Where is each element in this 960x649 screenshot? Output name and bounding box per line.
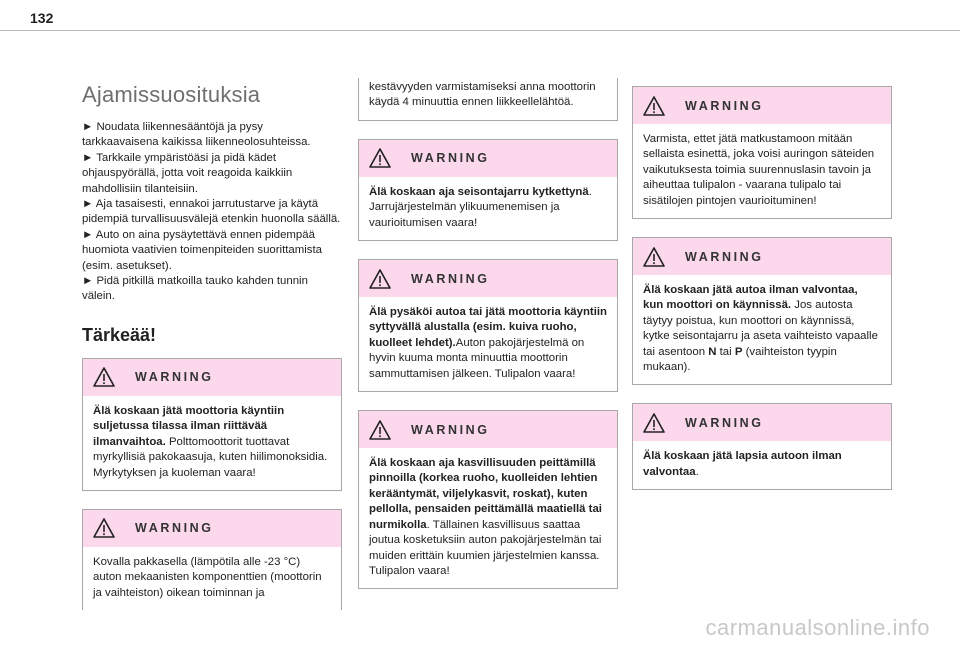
top-divider: [0, 30, 960, 31]
warning-plain-text: Varmista, ettet jätä matkustamoon mitään sellaista esinettä, joka voisi auringon säteiden vaikutuksesta toimia suurennuslasin tavoin ja aiheuttaa tulipalon - vaarana tulipalo tai sisätilojen pintojen vaurioituminen!: [643, 133, 875, 207]
warning-plain-text: . Tällainen kasvillisuus saattaa joutua kosketuksiin auton pakojärjestelmän tai muiden erittäin kuumien järjestelmien kanssa. Tulipalon vaara!: [369, 518, 602, 577]
warning-plain-text: tai: [716, 345, 735, 358]
warning-text: [633, 124, 891, 218]
warning-header: [359, 411, 617, 448]
warning-text: [359, 78, 617, 120]
warning-plain-text: (vaihteiston tyypin mukaan).: [643, 345, 837, 374]
warning-bold-text: Älä koskaan jätä lapsia autoon ilman valvontaa: [643, 450, 842, 478]
warning-plain-text: Kovalla pakkasella (lämpötila alle -23 °C) auton mekaanisten komponenttien (moottorin ja vaihteiston) oikean toiminnan ja: [93, 555, 322, 599]
warning-triangle-icon: [93, 367, 115, 387]
warning-box: [358, 410, 618, 589]
warning-header: [83, 359, 341, 396]
warning-bold-text: Älä pysäköi autoa tai jätä moottoria käyntiin syttyvällä alustalla (esim. kuiva ruoho, kuolleet lehdet).: [369, 306, 607, 349]
warning-plain-text: Jos autosta täytyy poistua, kun moottori on käynnissä, kytke seisontajarru ja aseta vaihteisto vapaalle tai asentoon: [643, 299, 878, 358]
warning-bold-text: Älä koskaan aja kasvillisuuden peittämillä pinnoilla (korkea ruoho, kuolleiden lehtien kerääntymät, viljelykasvit, roskat), kuten pellolla, pensaiden peittämällä maatiellä tai nurmikolla: [369, 457, 602, 531]
warning-text: [83, 396, 341, 490]
warning-triangle-icon: [93, 518, 115, 538]
warning-box: [632, 86, 892, 219]
warning-plain-text: Polttomoottorit tuottavat myrkyllisiä pakokaasuja, kuten hiilimonoksidia. Myrkytyksen ja kuoleman vaara!: [93, 435, 328, 479]
intro-item: ► Aja tasaisesti, ennakoi jarrutustarve ja käytä pidempiä turvallisuusvälejä etenkin huonolla säällä.: [82, 198, 341, 226]
warning-text: [633, 441, 891, 489]
warning-triangle-icon: [643, 247, 665, 267]
warning-label: WARNING: [411, 271, 490, 286]
warning-box-continued: [358, 78, 618, 121]
intro-item: ► Noudata liikennesääntöjä ja pysy tarkkaavaisena kaikissa liikenneolosuhteissa.: [82, 121, 311, 149]
warning-box: [358, 259, 618, 392]
important-heading: Tärkeää!: [82, 324, 157, 345]
warning-box: [82, 358, 342, 491]
warning-label: WARNING: [135, 370, 214, 385]
warning-plain-text: Auton pakojärjestelmä on hyvin kuuma monta minuuttia moottorin sammuttamisen jälkeen. Tulipalon vaara!: [369, 336, 585, 380]
column-3: [632, 86, 892, 508]
warning-text: [83, 547, 341, 610]
warning-box: [358, 139, 618, 241]
warning-header: [633, 87, 891, 124]
warning-triangle-icon: [643, 413, 665, 433]
warning-text: [359, 297, 617, 391]
gear-park: P: [734, 345, 743, 358]
warning-triangle-icon: [369, 420, 391, 440]
warning-box: [632, 403, 892, 490]
column-1: [82, 76, 342, 628]
warning-text: [633, 275, 891, 384]
warning-label: WARNING: [411, 422, 490, 437]
warning-bold-text: Älä koskaan aja seisontajarru kytkettynä: [369, 185, 589, 198]
warning-header: [359, 140, 617, 177]
warning-header: [633, 238, 891, 275]
warning-box: [82, 509, 342, 610]
warning-header: [359, 260, 617, 297]
warning-triangle-icon: [369, 148, 391, 168]
warning-triangle-icon: [643, 96, 665, 116]
intro-item: ► Pidä pitkillä matkoilla tauko kahden tunnin välein.: [82, 275, 308, 303]
gear-neutral: N: [708, 345, 717, 358]
warning-triangle-icon: [369, 269, 391, 289]
warning-plain-text: .: [695, 465, 699, 478]
column-2: [358, 78, 618, 607]
section-title: Ajamissuosituksia: [82, 82, 261, 107]
warning-label: WARNING: [685, 249, 764, 264]
warning-plain-text: . Jarrujärjestelmän ylikuumenemisen ja vaurioitumisen vaara!: [369, 185, 592, 229]
warning-text: [359, 177, 617, 240]
watermark: carmanualsonline.info: [705, 615, 930, 640]
warning-text: [359, 448, 617, 588]
warning-plain-text: kestävyyden varmistamiseksi anna moottorin käydä 4 minuuttia ennen liikkeellelähtöä.: [369, 81, 596, 109]
warning-label: WARNING: [685, 415, 764, 430]
warning-header: [633, 404, 891, 441]
intro-list: [82, 120, 342, 305]
warning-header: [83, 510, 341, 547]
warning-label: WARNING: [685, 98, 764, 113]
warning-bold-text: Älä koskaan jätä autoa ilman valvontaa, kun moottori on käynnissä.: [643, 284, 858, 312]
intro-item: ► Tarkkaile ympäristöäsi ja pidä kädet ohjauspyörällä, jotta voit reagoida kaikkiin mahdollisiin tilanteisiin.: [82, 151, 293, 195]
warning-box: [632, 237, 892, 385]
page-number: 132: [30, 10, 54, 26]
intro-item: ► Auto on aina pysäytettävä ennen pidempää huomiota vaativien toimenpiteiden suorittamista (esim. asetukset).: [82, 228, 322, 272]
warning-label: WARNING: [135, 521, 214, 536]
warning-bold-text: Älä koskaan jätä moottoria käyntiin suljetussa tilassa ilman riittävää ilmanvaihtoa.: [93, 404, 285, 448]
warning-label: WARNING: [411, 151, 490, 166]
